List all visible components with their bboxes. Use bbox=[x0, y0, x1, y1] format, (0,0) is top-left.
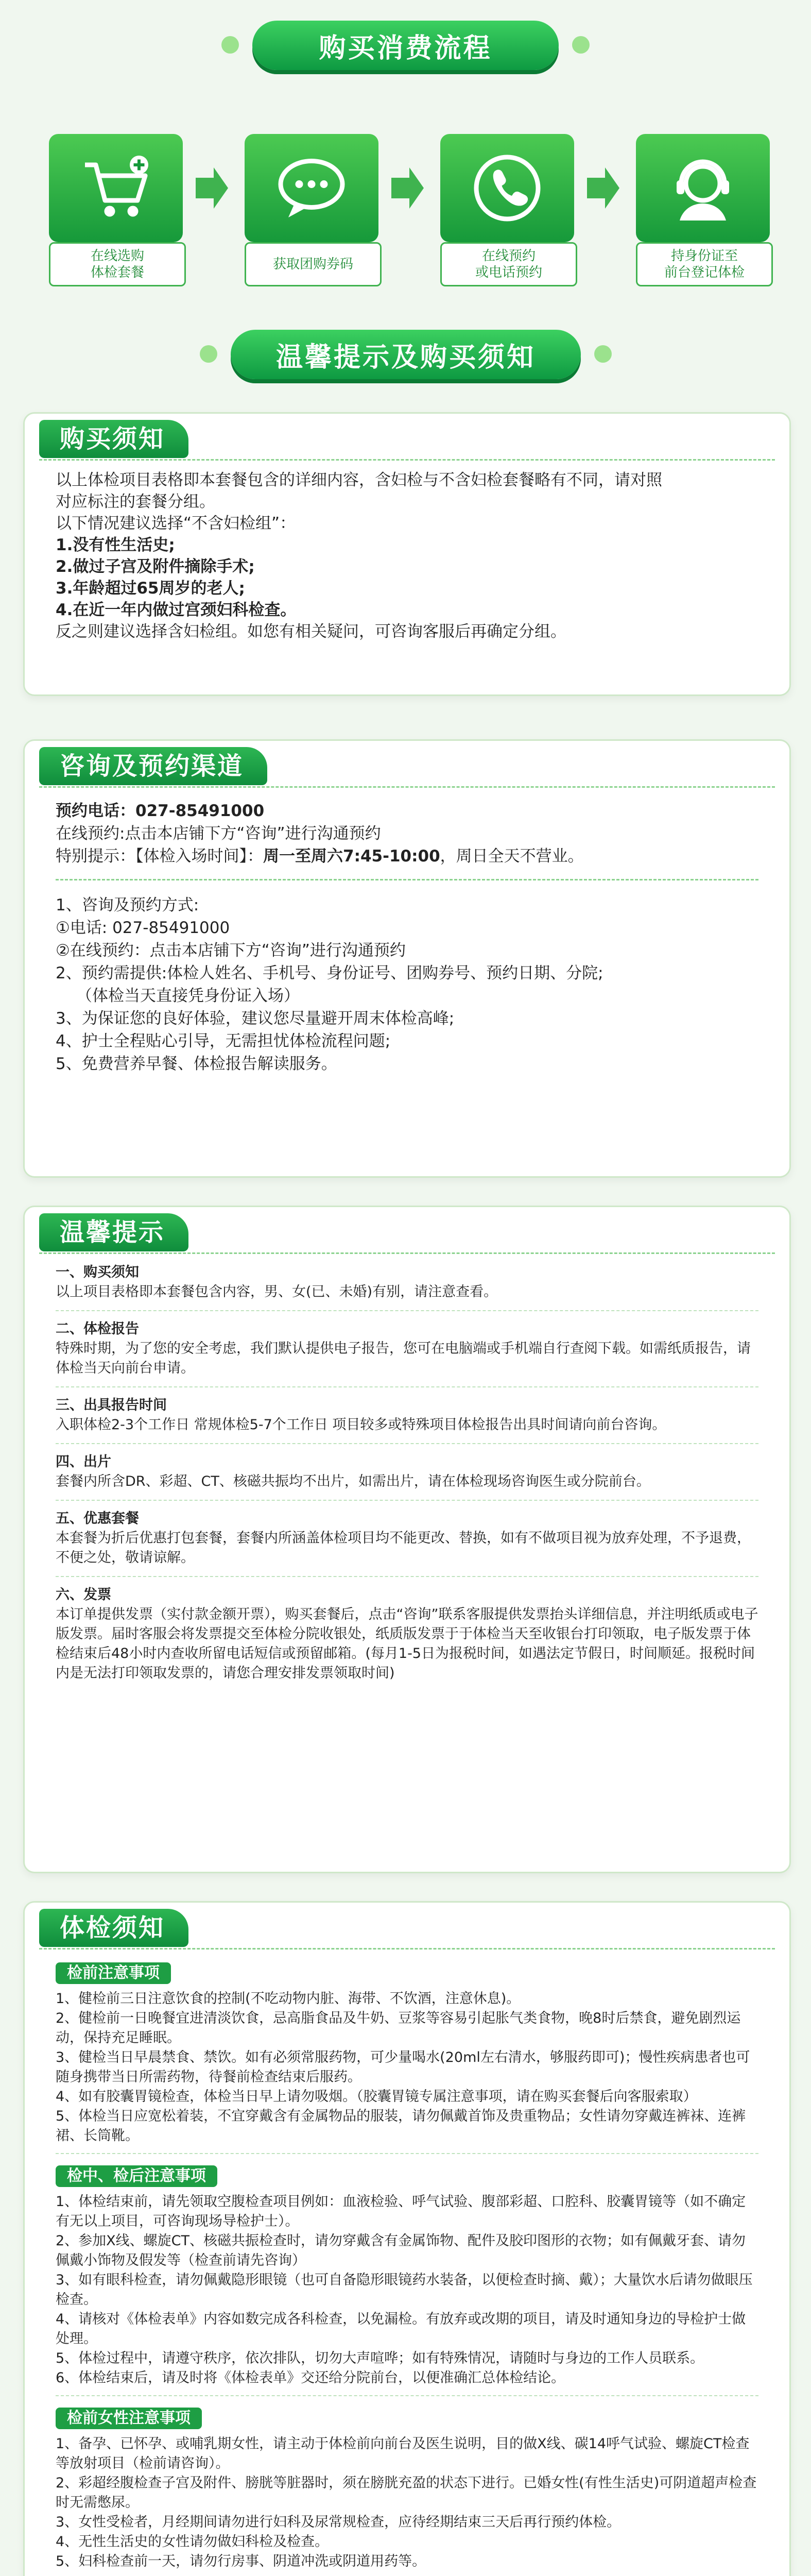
female-item: 2、彩超经腹检查子宫及附件、膀胱等脏器时，须在膀胱充盈的状态下进行。已婚女性(有性生活史)可阴道超声检查时无需憋尿。 bbox=[56, 2475, 757, 2511]
method-item: ②在线预约：点击本店铺下方“咨询”进行沟通预约 bbox=[56, 941, 406, 960]
arrow-right-icon bbox=[193, 165, 229, 211]
consult-step: 5、免费营养早餐、体检报告解读服务。 bbox=[56, 1055, 337, 1073]
phone-number[interactable]: 027-85491000 bbox=[135, 802, 265, 820]
purchase-item: 4.在近一年内做过宫颈妇科检查。 bbox=[56, 601, 297, 619]
phone-icon bbox=[469, 149, 546, 227]
tips-section-title: 五、优惠套餐 bbox=[56, 1511, 139, 1527]
tips-section-text: 套餐内所含DR、彩超、CT、核磁共振均不出片，如需出片，请在体检现场咨询医生或分院前台。 bbox=[56, 1473, 650, 1489]
entry-time-note: ，周日全天不营业。 bbox=[440, 847, 584, 866]
female-item: 1、备孕、已怀孕、或哺乳期女性，请主动于体检前向前台及医生说明，目的做X线、碳14呼气试验、螺旋CT检查等放射项目（检前请咨询）。 bbox=[56, 2436, 750, 2471]
consult-line1: 在线预约:点击本店铺下方“咨询”进行沟通预约 bbox=[56, 824, 381, 843]
female-item: 4、无性生活史的女性请勿做妇科检及检查。 bbox=[56, 2534, 329, 2550]
notice-title: 温馨提示及购买须知 bbox=[275, 342, 536, 373]
mid-item: 4、请核对《体检表单》内容如数完成各科检查，以免漏检。有放弃或改期的项目，请及时通知身边的导检护士做处理。 bbox=[56, 2311, 746, 2347]
entry-time: 周一至周六7:45-10:00 bbox=[263, 847, 440, 866]
method-item: ①电话: 027-85491000 bbox=[56, 919, 230, 937]
purchase-intro2: 对应标注的套餐分组。 bbox=[56, 493, 215, 511]
pre-exam-subtitle: 检前注意事项 bbox=[56, 1962, 171, 1984]
female-subtitle: 检前女性注意事项 bbox=[56, 2408, 202, 2429]
tips-section-text: 以上项目表格即本套餐包含内容，男、女(已、未婚)有别，请注意查看。 bbox=[56, 1284, 498, 1300]
female-item: 3、女性受检者，月经期间请勿进行妇科及尿常规检查，应待经期结束三天后再行预约体检。 bbox=[56, 2514, 621, 2530]
tips-section-title: 六、发票 bbox=[56, 1587, 111, 1603]
mid-exam-subtitle: 检中、检后注意事项 bbox=[56, 2165, 217, 2187]
methods-title: 1、咨询及预约方式: bbox=[56, 896, 199, 914]
consult-card bbox=[23, 739, 791, 1178]
purchase-item: 3.年龄超过65周岁的老人; bbox=[56, 579, 245, 598]
step-1 bbox=[49, 134, 183, 242]
arrow-right-icon bbox=[389, 165, 425, 211]
phone-label: 预约电话： bbox=[56, 802, 135, 820]
consult-step: （体检当天直接凭身份证入场） bbox=[76, 987, 300, 1005]
purchase-intro: 以上体检项目表格即本套餐包含的详细内容，含妇检与不含妇检套餐略有不同，请对照 bbox=[56, 471, 662, 489]
consult-step: 2、预约需提供:体检人姓名、手机号、身份证号、团购券号、预约日期、分院; bbox=[56, 964, 603, 982]
tips-section-text: 本订单提供发票（实付款金额开票），购买套餐后，点击“咨询”联系客服提供发票抬头详细信息，并注明纸质或电子版发票。届时客服会将发票提交至体检分院收银处，纸质版发票于于体检当天至收银台打印领取，电子版发票于体检结束后48小时内查收所留电话短信或预留邮箱。(每月1-5日为报税时间，如遇法定节假日，时间顺延。报税时间内是无法打印领取发票的，请您合理安排发票领取时间) bbox=[56, 1606, 758, 1681]
exam-tab: 体检须知 bbox=[39, 1909, 188, 1947]
process-title-banner bbox=[252, 21, 559, 70]
service-icon bbox=[664, 149, 741, 227]
pre-item: 4、如有胶囊胃镜检查，体检当日早上请勿吸烟。（胶囊胃镜专属注意事项，请在购买套餐后向客服索取） bbox=[56, 2089, 697, 2105]
step-1-label: 在线选购 体检套餐 bbox=[49, 242, 186, 286]
entry-time-label: 特别提示：【体检入场时间】： bbox=[56, 847, 263, 866]
tips-card bbox=[23, 1206, 791, 1873]
mid-item: 6、体检结束后，请及时将《体检表单》交还给分院前台，以便准确汇总体检结论。 bbox=[56, 2370, 565, 2386]
purchase-item: 1.没有性生活史; bbox=[56, 536, 175, 554]
tips-section-title: 四、出片 bbox=[56, 1454, 111, 1470]
arrow-right-icon bbox=[584, 165, 620, 211]
mid-item: 1、体检结束前，请先领取空腹检查项目例如：血液检验、呼气试验、腹部彩超、口腔科、胶囊胃镜等（如不确定有无以上项目，可咨询现场导检护士）。 bbox=[56, 2194, 746, 2229]
step-2 bbox=[245, 134, 378, 242]
mid-item: 2、参加X线、螺旋CT、核磁共振检查时，请勿穿戴含有金属饰物、配件及胶印图形的衣物；如有佩戴牙套、请勿佩戴小饰物及假发等（检查前请先咨询） bbox=[56, 2233, 746, 2268]
purchase-outro: 反之则建议选择含妇检组。如您有相关疑问，可咨询客服后再确定分组。 bbox=[56, 622, 566, 641]
cart-icon bbox=[77, 149, 154, 227]
consult-step: 3、为保证您的良好体验，建议您尽量避开周末体检高峰; bbox=[56, 1009, 455, 1028]
notice-title-banner bbox=[231, 330, 581, 379]
tips-section-title: 三、出具报告时间 bbox=[56, 1397, 167, 1413]
tips-section-title: 一、购买须知 bbox=[56, 1264, 139, 1280]
step-2-label: 获取团购券码 bbox=[245, 242, 382, 286]
purchase-tab: 购买须知 bbox=[39, 420, 188, 458]
step-3 bbox=[440, 134, 574, 242]
female-item: 5、妇科检查前一天，请勿行房事、阴道冲洗或阴道用药等。 bbox=[56, 2553, 426, 2569]
pre-item: 2、健检前一日晚餐宜进清淡饮食，忌高脂食品及牛奶、豆浆等容易引起胀气类食物，晚8时后禁食，避免剧烈运动，保持充足睡眠。 bbox=[56, 2010, 741, 2046]
pre-item: 3、健检当日早晨禁食、禁饮。如有必须常服药物，可少量喝水(20ml左右清水，够服药即可)；慢性疾病患者也可随身携带当日所需药物，待餐前检查结束后服药。 bbox=[56, 2049, 750, 2085]
purchase-item: 2.做过子宫及附件摘除手术; bbox=[56, 557, 255, 576]
mid-item: 3、如有眼科检查，请勿佩戴隐形眼镜（也可自备隐形眼镜药水装备，以便检查时摘、戴）；大量饮水后请勿做眼压检查。 bbox=[56, 2272, 753, 2308]
tips-section-title: 二、体检报告 bbox=[56, 1321, 139, 1337]
tips-section-text: 入职体检2-3个工作日 常规体检5-7个工作日 项目较多或特殊项目体检报告出具时间请向前台咨询。 bbox=[56, 1417, 666, 1433]
exam-card bbox=[23, 1901, 791, 2576]
chat-icon bbox=[273, 149, 350, 227]
step-4-label: 持身份证至 前台登记体检 bbox=[636, 242, 773, 286]
consult-step: 4、护士全程贴心引导，无需担忧体检流程问题; bbox=[56, 1032, 391, 1050]
purchase-card bbox=[23, 412, 791, 696]
consult-tab: 咨询及预约渠道 bbox=[39, 747, 267, 785]
step-4 bbox=[636, 134, 770, 242]
process-title: 购买消费流程 bbox=[319, 32, 492, 64]
tips-section-text: 特殊时期，为了您的安全考虑，我们默认提供电子报告，您可在电脑端或手机端自行查阅下载。如需纸质报告，请体检当天向前台申请。 bbox=[56, 1341, 751, 1376]
pre-item: 1、健检前三日注意饮食的控制(不吃动物内脏、海带、不饮酒，注意休息)。 bbox=[56, 1991, 521, 2007]
tips-section-text: 本套餐为折后优惠打包套餐，套餐内所涵盖体检项目均不能更改、替换，如有不做项目视为放弃处理，不予退费，不便之处，敬请谅解。 bbox=[56, 1530, 751, 1566]
mid-item: 5、体检过程中，请遵守秩序，依次排队，切勿大声喧哗；如有特殊情况，请随时与身边的工作人员联系。 bbox=[56, 2350, 704, 2366]
pre-item: 5、体检当日应宽松着装，不宜穿戴含有金属物品的服装，请勿佩戴首饰及贵重物品；女性请勿穿戴连裤袜、连裤裙、长筒靴。 bbox=[56, 2108, 746, 2144]
purchase-cond: 以下情况建议选择“不含妇检组”： bbox=[56, 514, 296, 533]
tips-tab: 温馨提示 bbox=[39, 1213, 188, 1251]
step-3-label: 在线预约 或电话预约 bbox=[440, 242, 577, 286]
